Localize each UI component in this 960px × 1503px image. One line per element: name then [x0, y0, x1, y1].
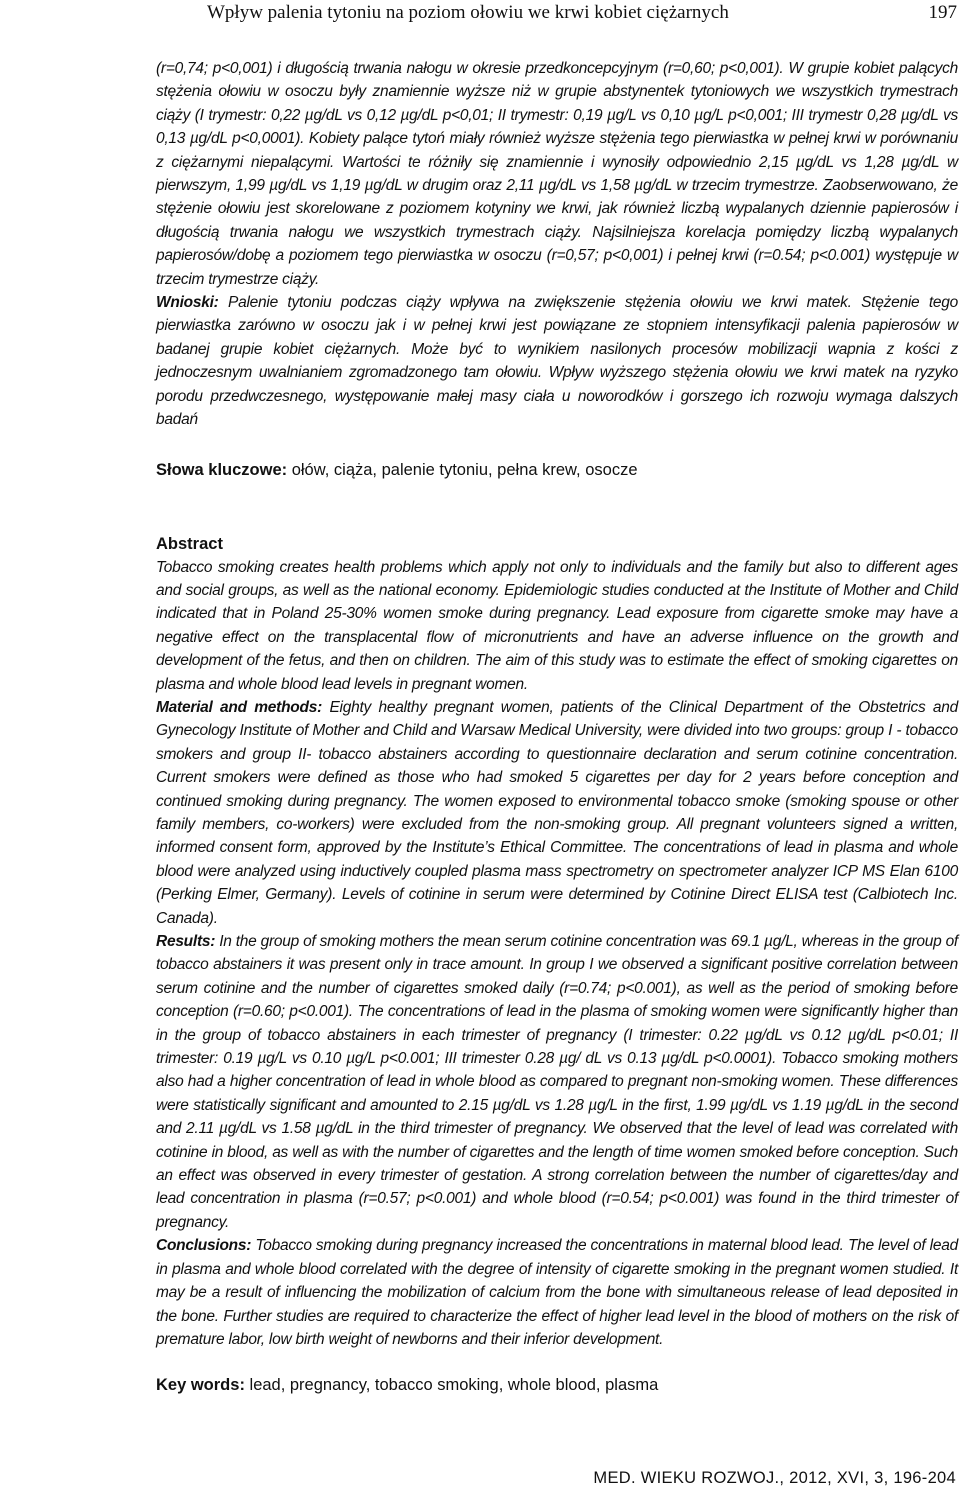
abstract-results-label: Results: [156, 933, 216, 950]
abstract-intro-text: Tobacco smoking creates health problems which apply not only to individuals and the family but also to different ages and social groups, as well as the national economy. Epidemiologic studies conducted at the Institute of Mother and Child indicated that in Poland 25-30% women smoke during pregnancy. Lead exposure from cigarette smoke may have a negative effect on the transplacental flow of micronutrients and have an adverse influence on the growth and development of the fetus, and then on children. The aim of this study was to estimate the effect of smoking cigarettes on plasma and whole blood lead levels in pregnant women. [156, 558, 958, 693]
abstract-intro-paragraph [156, 556, 958, 696]
abstract-results-text: In the group of smoking mothers the mean serum cotinine concentration was 69.1 µg/L, whereas in the group of tobacco abstainers it was present only in trace amount. In group I we observed a significant positive correlation between serum cotinine and the number of cigarettes smoked daily (r=0.74; p<0.001), as well as the period of smoking before conception (r=0.60; p<0.001). The concentrations of lead in the plasma of smoking women were significantly higher than in the group of tobacco abstainers in each trimester of pregnancy (I trimester: 0.22 µg/dL vs 0.12 µg/dL p<0.01; II trimester: 0.19 µg/L vs 0.10 µg/L p<0.001; III trimester 0.28 µg/ dL vs 0.13 µg/dL p<0.0001). Tobacco smoking mothers also had a higher concentration of lead in whole blood as compared to pregnant non-smoking women. These differences were statistically significant and amounted to 2.15 µg/dL vs 1.28 µg/L in the first, 1.99 µg/dL vs 1.19 µg/dL in the second and 2.11 µg/dL vs 1.58 µg/dL in the third trimester of pregnancy. We observed that the level of lead was correlated with cotinine in blood, as well as with the number of cigarettes and the length of time women smoked before conception. Such an effect was observed in every trimester of gestation. A strong correlation between the number of cigarettes/day and lead concentration in plasma (r=0.57; p<0.001) and whole blood (r=0.54; p<0.001) was found in the third trimester of pregnancy. [156, 933, 958, 1231]
journal-citation: MED. WIEKU ROZWOJ., 2012, XVI, 3, 196-204 [593, 1469, 956, 1487]
polish-results-text: (r=0,74; p<0,001) i długością trwania nałogu w okresie przedkoncepcyjnym (r=0,60; p<0,001). W grupie kobiet palących stężenia ołowiu w osoczu były znamiennie wyższe niż w grupie abstynentek tytoniowych we wszystkich trymestrach ciąży (I trymestr: 0,22 µg/dL vs 0,12 µg/dL p<0,01; II trymestr: 0,19 µg/L vs 0,10 µg/L p<0,001; III trymestr 0,28 µg/dL vs 0,13 µg/dL p<0,0001). Kobiety palące tytoń miały również wyższe stężenia tego pierwiastka w pełnej krwi w porównaniu z ciężarnymi niepalącymi. Wartości te różniły się znamiennie i wynosiły odpowiednio 2,15 µg/dL vs 1,28 µg/dL w pierwszym, 1,99 µg/dL vs 1,19 µg/dL w drugim oraz 2,11 µg/dL vs 1,58 µg/dL w trzecim trymestrze. Zaobserwowano, że stężenie ołowiu jest skorelowane z poziomem kotyniny we krwi, jak również liczbą wypalanych dziennie papierosów i długością trwania nałogu we wszystkich trymestrach ciąży. Najsilniejsza korelacja pomiędzy liczbą wypalanych papierosów/dobę a poziomem tego pierwiastka w osoczu (r=0,57; p<0,001) i pełnej krwi (r=0.54; p<0.001) występuje w trzecim trymestrze ciąży. [156, 60, 958, 288]
page-number: 197 [928, 2, 957, 23]
abstract-methods-paragraph [156, 696, 958, 930]
english-keywords-text: lead, pregnancy, tobacco smoking, whole blood, plasma [244, 1376, 659, 1395]
abstract-heading: Abstract [156, 534, 223, 553]
article-body [156, 57, 958, 1397]
english-keywords-label: Key words: [156, 1376, 245, 1395]
abstract-results-paragraph [156, 930, 958, 1234]
polish-keywords [156, 459, 958, 482]
polish-conclusions-text: Palenie tytoniu podczas ciąży wpływa na zwiększenie stężenia ołowiu we krwi matek. Stężenie tego pierwiastka zarówno w osoczu jak i w pełnej krwi jest powiązane ze stopniem intensyfikacji palenia papierosów w badanej grupie kobiet ciężarnych. Może być to wynikiem nasilonych procesów mobilizacji wapnia z kości z jednoczesnym uwalnianiem zgromadzonego tam ołowiu. Wpływ wyższego stężenia ołowiu we krwi matek na ryzyko porodu przedwczesnego, występowanie małej masy ciała u noworodków i gorszego ich rozwoju wymaga dalszych badań [156, 294, 958, 429]
running-title: Wpływ palenia tytoniu na poziom ołowiu we krwi kobiet ciężarnych [207, 2, 729, 23]
abstract-conclusions-label: Conclusions: [156, 1237, 252, 1255]
polish-keywords-text: ołów, ciąża, palenie tytoniu, pełna krew, osocze [287, 460, 638, 479]
english-keywords [156, 1374, 958, 1397]
polish-conclusions-label: Wnioski: [156, 294, 219, 312]
abstract-methods-label: Material and methods: [156, 698, 323, 716]
polish-results-paragraph [156, 57, 958, 291]
running-header [207, 2, 957, 26]
abstract-conclusions-paragraph [156, 1234, 958, 1351]
abstract-conclusions-text: Tobacco smoking during pregnancy increased the concentrations in maternal blood lead. The level of lead in plasma and whole blood correlated with the degree of intensity of cigarette smoking in the pregnant women studied. It may be a result of influencing the mobilization of calcium from the bone with simultaneous release of lead deposited in the bone. Further studies are required to characterize the effect of higher lead level in the blood of mothers on the risk of premature labor, low birth weight of newborns and their inferior development. [156, 1237, 958, 1348]
polish-keywords-label: Słowa kluczowe: [156, 460, 288, 479]
abstract-methods-text: Eighty healthy pregnant women, patients of the Clinical Department of the Obstetrics and Gynecology Institute of Mother and Child and Warsaw Medical University, were divided into two groups: group I - tobacco smokers and group II- tobacco abstainers according to questionnaire declaration and serum cotinine concentration. Current smokers were defined as those who had smoked 5 cigarettes per day for 2 years before conception and continued smoking during pregnancy. The women exposed to environmental tobacco smoke (smoking spouse or other family members, co-workers) were excluded from the non-smoking group. All pregnant volunteers signed a written, informed consent form, approved by the Institute’s Ethical Committee. The concentrations of lead in plasma and whole blood were analyzed using inductively coupled plasma mass spectrometry on spectrometer analyzer ICP MS Elan 6100 (Perking Elmer, Germany). Levels of cotinine in serum were determined by Cotinine Direct ELISA test (Calbiotech Inc. Canada). [156, 698, 959, 927]
polish-conclusions-paragraph [156, 291, 958, 431]
